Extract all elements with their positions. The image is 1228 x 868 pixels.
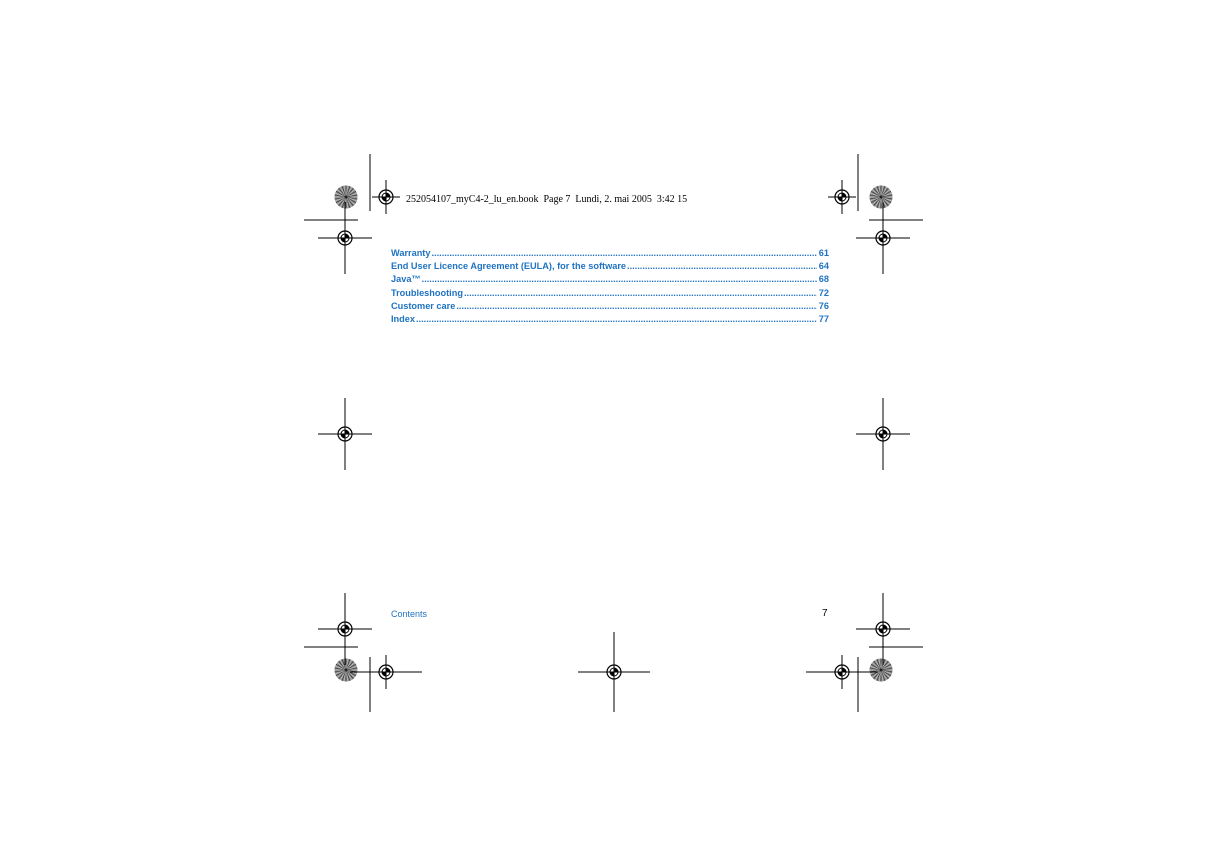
toc-entry-page: 61 xyxy=(818,248,829,258)
toc-entry-title: Java™ xyxy=(391,274,421,285)
footer-page-number: 7 xyxy=(822,608,828,619)
toc-entry-index[interactable] xyxy=(391,313,829,326)
registration-target-icon xyxy=(856,593,910,665)
registration-target-icon xyxy=(578,632,650,712)
starburst-mark-icon xyxy=(870,186,893,209)
toc-dot-leader xyxy=(627,260,817,273)
toc-entry-page: 68 xyxy=(818,274,829,285)
toc-dot-leader xyxy=(431,247,816,260)
toc-entry-title: Customer care xyxy=(391,300,456,311)
registration-target-icon xyxy=(318,202,372,274)
toc-entry-eula[interactable] xyxy=(391,260,829,273)
toc-entry-title: Troubleshooting xyxy=(391,287,463,298)
toc-entry-title: Warranty xyxy=(391,248,431,258)
toc-entry-page: 64 xyxy=(818,261,829,272)
toc-entry-troubleshooting[interactable] xyxy=(391,287,829,300)
toc-entry-page: 76 xyxy=(818,300,829,311)
toc-entry-title: Index xyxy=(391,313,415,324)
toc-entry-page: 72 xyxy=(818,287,829,298)
starburst-mark-icon xyxy=(870,659,893,682)
registration-target-icon xyxy=(856,202,910,274)
toc-dot-leader xyxy=(464,287,817,300)
toc-entry-title: End User Licence Agreement (EULA), for the software xyxy=(391,261,627,272)
starburst-mark-icon xyxy=(335,186,358,209)
starburst-mark-icon xyxy=(335,659,358,682)
registration-target-icon xyxy=(318,398,372,470)
registration-target-icon xyxy=(318,593,372,665)
toc-entry-customer-care[interactable] xyxy=(391,300,829,313)
registration-target-icon xyxy=(856,398,910,470)
print-file-info: 252054107_myC4-2_lu_en.book Page 7 Lundi, 2. mai 2005 3:42 15 xyxy=(406,194,688,205)
toc-entry-warranty[interactable] xyxy=(391,247,829,260)
footer-section-label: Contents xyxy=(391,609,428,619)
registration-target-icon xyxy=(350,655,422,689)
toc-dot-leader xyxy=(416,313,817,326)
toc-entry-java[interactable] xyxy=(391,273,829,286)
toc-entry-page: 77 xyxy=(818,313,829,324)
registration-target-icon xyxy=(806,655,878,689)
registration-target-icon xyxy=(372,180,400,214)
registration-target-icon xyxy=(828,180,856,214)
table-of-contents xyxy=(391,247,829,326)
toc-dot-leader xyxy=(422,273,817,286)
toc-dot-leader xyxy=(456,300,816,313)
